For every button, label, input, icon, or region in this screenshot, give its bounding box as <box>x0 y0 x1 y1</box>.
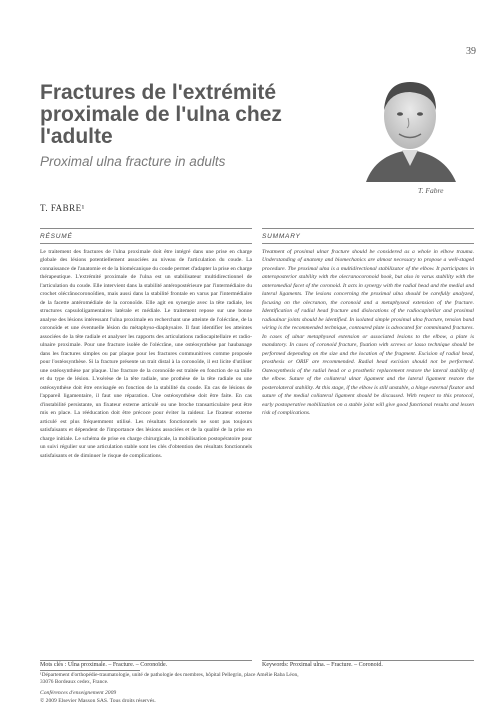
keywords-en: Keywords: Proximal ulna. – Fracture. – Coronoid. <box>262 662 383 668</box>
journal-name: Conférences d'enseignement 2009 <box>40 690 117 696</box>
article-subtitle: Proximal ulna fracture in adults <box>40 154 226 169</box>
keywords-fr-rule <box>40 660 252 661</box>
article-title: Fractures de l'extrémité proximale de l'ulna chez l'adulte <box>40 81 282 148</box>
footnote-rule <box>40 670 140 671</box>
page-number: 39 <box>466 46 476 57</box>
summary-heading: SUMMARY <box>262 233 301 240</box>
summary-heading-rule <box>262 243 474 244</box>
summary-text: Treatment of proximal ulnar fracture should be considered as a whole in elbow trauma. Understanding of anatomy and biomechanics are almost necessary to propose a well-staged procedure. The proximal ulna is a multidirectional stabilizator of the elbow. It participates in anteroposterior stability with the olecranocoronoid hook, but also in varus stability with the anteromedial facet of the coronoid. It acts in synergy with the radial head and the medial and lateral ligaments. The lesions concerning the proximal ulna should be carefully analyzed, focusing on the olecranon, the coronoid and a metaphyseal extension of the fracture. Identification of radial head fracture and dislocations of the radiocapitellar and proximal radioulnar joints should be identified. In isolated simple proximal ulna fracture, tension band wiring is the recommended technique, contoured plate is advocated for comminuted fractures. In cases of ulnar metaphyseal extension or associated lesions to the elbow, a plate is mandatory. In cases of coronoid fracture, fixation with screws or lasso technique should be performed depending on the size and the location of the fragment. Excision of radial head, prosthesis or ORIF are recommended. Radial head excision should not be performed. Osteosynthesis of the radial head or a prosthetic replacement restore the lateral stability of the elbow. Suture of the collateral ulnar ligament and the lateral ligament restore the posterolateral stability. At this stage, if the elbow is still unstable, a hinge external fixator and suture of the medial collateral ligament should be discussed. With respect to this protocol, early postoperative mobilization on a stable joint will give good functional results and lessen risk of complications. <box>262 249 474 417</box>
resume-top-rule <box>40 228 252 229</box>
summary-top-rule <box>262 228 474 229</box>
resume-text: Le traitement des fractures de l'ulna proximale doit être intégré dans une prise en charge globale des lésions potentiellement associées au niveau de l'articulation du coude. La connaissance de l'anatomie et de la biomécanique du coude permet d'adapter la prise en charge thérapeutique. L'extrémité proximale de l'ulna est un stabilisateur multidirectionnel de l'articulation du coude. Elle intervient dans la stabilité antéropostérieure par l'intermédiaire du crochet olécrânocoronoïdien, mais aussi dans la stabilité frontale en varus par l'intermédiaire de la facette antéromédiale de la coronoïde. Elle agit en synergie avec la tête radiale, les structures capsuloligamentaires latérale et médiale. Le traitement repose sur une bonne analyse des lésions intéressant l'ulna proximale en recherchant une atteinte de l'olécrâne, de la coronoïde et une éventuelle lésion du métaphyso-diaphysaire. Il faut identifier les atteintes associées de la tête radiale et analyser les rapports des articulations radiocapitellaire et radio-ulnaire proximale. Pour une fracture isolée de l'olécrâne, une ostéosynthèse par haubanage dans les fractures simples ou par plaque pour les fractures communitives comme proposée pour l'ostéosynthèse. Si la fracture présente un trait distal à la coronoïde, il est licite d'utiliser une ostéosynthèse par plaque. Une fracture de la coronoïde est traitée en fonction de sa taille et du type de lésion. L'exérèse de la tête radiale, une prothèse de la tête radiale ou une ostéosynthèse doit être envisagée en fonction de la stabilité du coude. En cas de lésions de l'appareil ligamentaire, il faut une réparation. Une ostéosynthèse doit être faite. En cas d'instabilité persistante, un fixateur externe articulé ou une broche transarticulaire peut être mis en place. La rééducation doit être précoce pour éviter la raideur. Le fixateur externe articulé est plus fréquemment utilisé. Les résultats fonctionnels ne sont pas toujours satisfaisants et dépendent de l'importance des lésions associées et de la qualité de la prise en charge initiale. Le schéma de prise en charge chirurgicale, la mobilisation postopératoire pour un suivi régulier sur une articulation stable sont les clés d'obtention des résultats fonctionnels satisfaisants et de diminuer le risque de complications. <box>40 249 252 459</box>
keywords-en-rule <box>262 660 474 661</box>
resume-heading-rule <box>40 243 252 244</box>
affiliation-footnote: ¹Département d'orthopédie-traumatologie, unité de pathologie des membres, hôpital Pellegrin, place Amélie Raba Léon, 33076 Bordeaux cedex, France. <box>40 672 299 685</box>
copyright-notice: © 2009 Elsevier Masson SAS. Tous droits réservés. <box>40 698 156 704</box>
author-name: T. FABRE¹ <box>40 203 85 213</box>
author-portrait <box>346 70 474 182</box>
keywords-fr: Mots clés : Ulna proximale. – Fracture. – Coronoïde. <box>40 662 168 668</box>
author-portrait-photo <box>346 70 474 182</box>
resume-heading: RÉSUMÉ <box>40 233 73 240</box>
portrait-caption: T. Fabre <box>418 186 444 195</box>
